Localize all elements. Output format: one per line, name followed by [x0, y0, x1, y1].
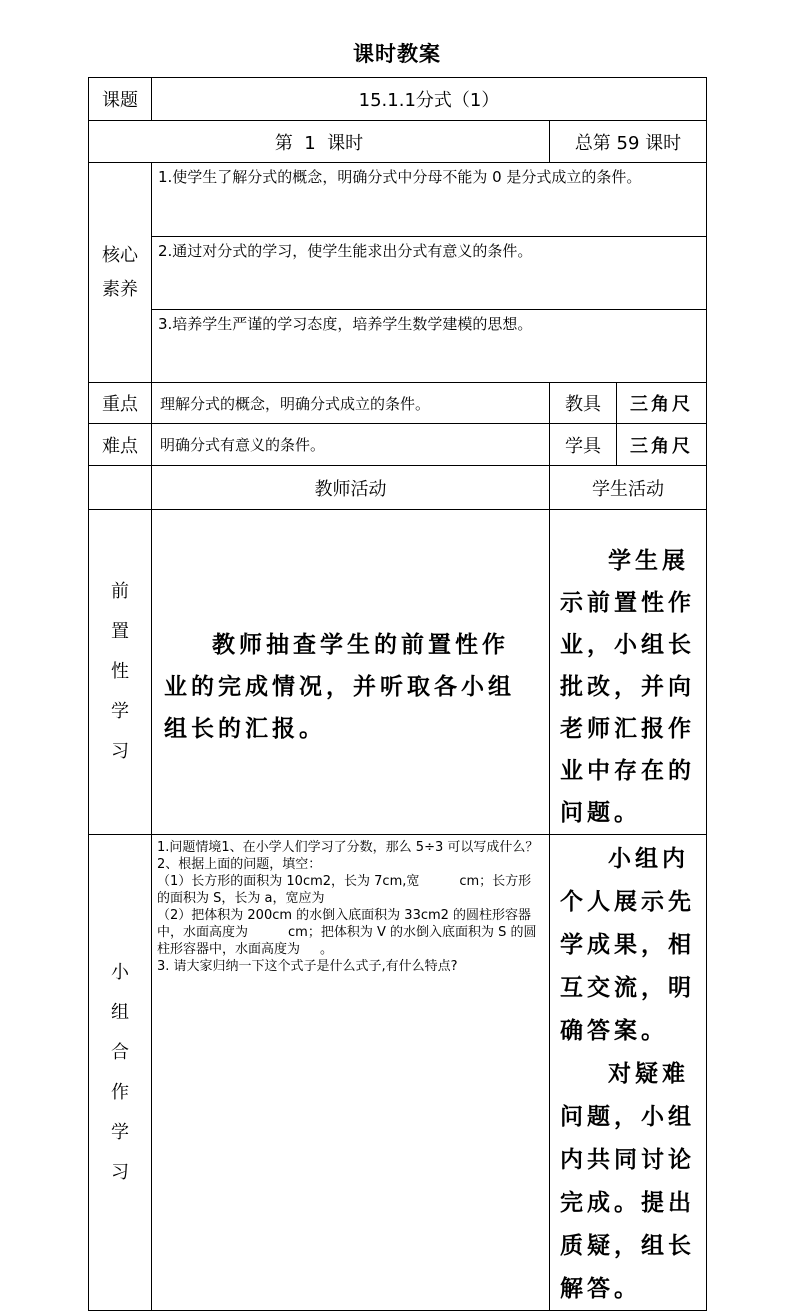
group-work-teacher-activity — [152, 835, 550, 1311]
difficult-point-label: 难点 — [89, 424, 152, 466]
lesson-plan-table — [88, 77, 707, 1311]
group-work-student-activity — [550, 835, 707, 1311]
preview-label — [89, 510, 152, 835]
group-work-label-char: 合 — [111, 1041, 129, 1063]
lesson-number: 第 1 课时 — [89, 121, 550, 163]
core-literacy-label — [89, 163, 152, 383]
group-work-label-char: 作 — [111, 1081, 129, 1103]
group-work-label-char: 组 — [111, 1001, 129, 1023]
preview-label-char: 性 — [111, 661, 129, 682]
group-work-label — [89, 835, 152, 1311]
core-goal-2: 2.通过对分式的学习，使学生能求出分式有意义的条件。 — [152, 237, 707, 310]
teaching-tool-label: 教具 — [550, 383, 617, 424]
topic-label: 课题 — [89, 78, 152, 121]
preview-label-char: 置 — [111, 621, 129, 642]
preview-teacher-activity: 教师抽查学生的前置性作业的完成情况，并听取各小组组长的汇报。 — [152, 510, 550, 835]
difficult-point-text: 明确分式有意义的条件。 — [152, 424, 550, 466]
preview-label-char: 前 — [111, 581, 129, 602]
student-activity-header: 学生活动 — [550, 466, 707, 510]
preview-label-char: 习 — [111, 741, 129, 762]
student-para-2: 对疑难问题，小组内共同讨论完成。提出质疑，组长解答。 — [560, 1060, 695, 1302]
learning-tool-label: 学具 — [550, 424, 617, 466]
topic-value: 15.1.1分式（1） — [152, 78, 707, 121]
core-goal-1: 1.使学生了解分式的概念，明确分式中分母不能为 0 是分式成立的条件。 — [152, 163, 707, 237]
core-literacy-label-line2: 素养 — [102, 278, 138, 300]
group-work-label-char: 小 — [111, 961, 129, 983]
core-literacy-label-line1: 核心 — [102, 244, 138, 266]
question-rectangle: （1）长方形的面积为 10cm2，长为 7cm,宽 cm；长方形的面积为 S，长为 a，宽应为 — [157, 874, 532, 906]
question-summary: 3. 请大家归纳一下这个式子是什么式子,有什么特点? — [157, 959, 458, 974]
preview-student-activity: 学生展示前置性作业，小组长批改，并向老师汇报作业中存在的问题。 — [550, 510, 707, 835]
student-para-1: 小组内个人展示先学成果，相互交流，明确答案。 — [560, 845, 695, 1044]
core-goal-3: 3.培养学生严谨的学习态度，培养学生数学建模的思想。 — [152, 310, 707, 383]
key-point-label: 重点 — [89, 383, 152, 424]
question-cylinder: （2）把体积为 200cm 的水倒入底面积为 33cm2 的圆柱形容器中，水面高度为 cm；把体积为 V 的水倒入底面积为 S 的圆柱形容器中，水面高度为 。 — [157, 908, 537, 957]
page-title: 课时教案 — [353, 42, 441, 66]
key-point-text: 理解分式的概念，明确分式成立的条件。 — [152, 383, 550, 424]
group-work-label-char: 习 — [111, 1161, 129, 1183]
group-work-label-char: 学 — [111, 1121, 129, 1143]
learning-tool-value: 三角尺 — [617, 424, 707, 466]
question-intro: 1.问题情境1、在小学人们学习了分数，那么 5÷3 可以写成什么？ — [157, 840, 539, 855]
teaching-tool-value: 三角尺 — [617, 383, 707, 424]
preview-label-char: 学 — [111, 701, 129, 722]
activity-header-blank — [89, 466, 152, 510]
teacher-activity-header: 教师活动 — [152, 466, 550, 510]
question-fill-prompt: 2、根据上面的问题，填空： — [157, 857, 322, 872]
total-lessons: 总第 59 课时 — [550, 121, 707, 163]
